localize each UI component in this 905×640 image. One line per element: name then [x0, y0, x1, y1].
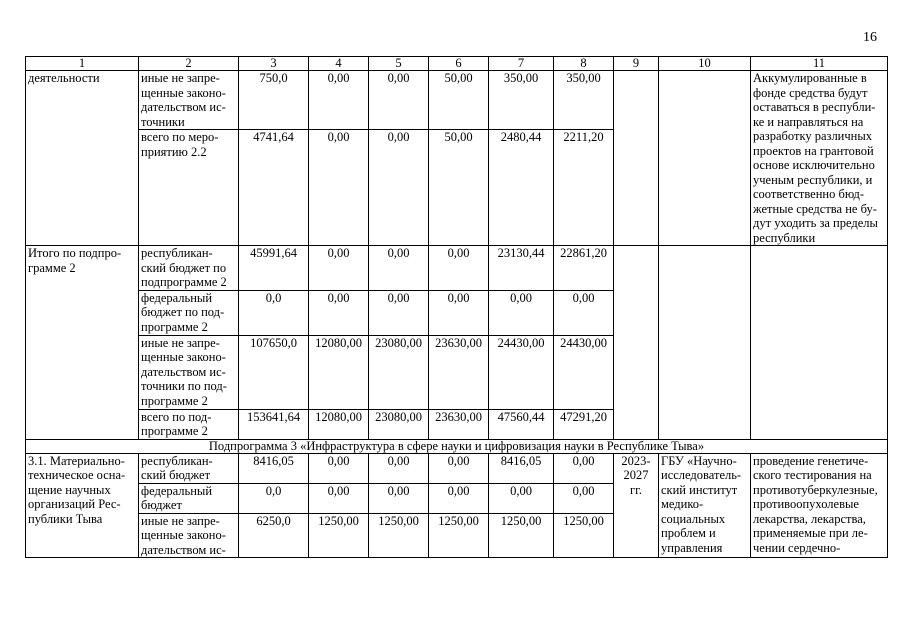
value-cell: 750,0 — [239, 71, 309, 130]
executor-cell — [659, 246, 751, 440]
value-cell: 6250,0 — [239, 513, 309, 558]
col-header: 3 — [239, 57, 309, 71]
value-cell: 24430,00 — [554, 335, 614, 409]
value-cell: 23080,00 — [369, 409, 429, 439]
value-cell: 2211,20 — [554, 130, 614, 246]
subprogram-title: Подпрограмма 3 «Инфраструктура в сфере науки и цифровизация науки в Республике Тыва» — [26, 439, 888, 453]
value-cell: 1250,00 — [369, 513, 429, 558]
page-number: 16 — [863, 30, 877, 45]
col-header: 9 — [614, 57, 659, 71]
value-cell: 350,00 — [554, 71, 614, 130]
value-cell: 107650,0 — [239, 335, 309, 409]
table-row — [26, 246, 888, 291]
col-header: 4 — [309, 57, 369, 71]
value-cell: 0,00 — [309, 453, 369, 483]
value-cell: 23630,00 — [429, 409, 489, 439]
value-cell: 2480,44 — [489, 130, 554, 246]
value-cell: 12080,00 — [309, 409, 369, 439]
value-cell: 23630,00 — [429, 335, 489, 409]
executor-cell: ГБУ «Научно-исследователь-ский институт медико-социальных проблем и управления — [659, 453, 751, 558]
funding-source: всего по под-программе 2 — [139, 409, 239, 439]
value-cell: 23080,00 — [369, 335, 429, 409]
value-cell: 45991,64 — [239, 246, 309, 291]
funding-source: иные не запре-щенные законо-дательством ис-точники — [139, 71, 239, 130]
value-cell: 1250,00 — [489, 513, 554, 558]
value-cell: 0,00 — [309, 483, 369, 513]
value-cell: 4741,64 — [239, 130, 309, 246]
period-cell — [614, 246, 659, 440]
value-cell: 153641,64 — [239, 409, 309, 439]
funding-source: республикан-ский бюджет по подпрограмме 2 — [139, 246, 239, 291]
value-cell: 0,00 — [489, 483, 554, 513]
col-header: 10 — [659, 57, 751, 71]
value-cell: 0,00 — [369, 71, 429, 130]
result-cell — [751, 246, 888, 440]
result-cell: проведение генетиче-ского тестирования на противотуберкулезные, противоопухолевые лекарства, лекарства, применяемые при ле-чении сердечно- — [751, 453, 888, 558]
col-header: 2 — [139, 57, 239, 71]
value-cell: 0,0 — [239, 483, 309, 513]
value-cell: 350,00 — [489, 71, 554, 130]
value-cell: 0,00 — [309, 290, 369, 335]
funding-source: республикан-ский бюджет — [139, 453, 239, 483]
funding-source: федеральный бюджет — [139, 483, 239, 513]
value-cell: 8416,05 — [489, 453, 554, 483]
item-label: 3.1. Материально-техническое осна-щение научных организаций Рес-публики Тыва — [26, 453, 139, 558]
value-cell: 0,00 — [554, 290, 614, 335]
funding-source: иные не запре-щенные законо-дательством ис- — [139, 513, 239, 558]
total-label: Итого по подпро-грамме 2 — [26, 246, 139, 440]
value-cell: 0,00 — [554, 483, 614, 513]
period-cell — [614, 71, 659, 246]
executor-cell — [659, 71, 751, 246]
value-cell: 0,00 — [369, 246, 429, 291]
table-row — [26, 453, 888, 483]
value-cell: 0,00 — [429, 453, 489, 483]
value-cell: 0,00 — [429, 246, 489, 291]
col-header: 1 — [26, 57, 139, 71]
col-header: 7 — [489, 57, 554, 71]
value-cell: 0,00 — [429, 290, 489, 335]
value-cell: 0,00 — [489, 290, 554, 335]
value-cell: 47291,20 — [554, 409, 614, 439]
value-cell: 1250,00 — [554, 513, 614, 558]
value-cell: 0,0 — [239, 290, 309, 335]
col-header: 6 — [429, 57, 489, 71]
table-row — [26, 71, 888, 130]
result-cell: Аккумулированные в фонде средства будут оставаться в республи-ке и направляться на разработку различных проектов на грантовой основе исключительно ученым республики, и соответственно бюд-жетные средства не бу-дут уходить за пределы республики — [751, 71, 888, 246]
row-label: деятельности — [26, 71, 139, 246]
funding-source: иные не запре-щенные законо-дательством ис-точники по под-программе 2 — [139, 335, 239, 409]
value-cell: 12080,00 — [309, 335, 369, 409]
value-cell: 0,00 — [369, 453, 429, 483]
col-header: 11 — [751, 57, 888, 71]
col-header: 5 — [369, 57, 429, 71]
value-cell: 1250,00 — [429, 513, 489, 558]
value-cell: 0,00 — [369, 483, 429, 513]
value-cell: 47560,44 — [489, 409, 554, 439]
period-cell: 2023-2027 гг. — [614, 453, 659, 558]
table-row — [26, 439, 888, 453]
value-cell: 22861,20 — [554, 246, 614, 291]
value-cell: 0,00 — [369, 290, 429, 335]
column-number-row — [26, 57, 888, 71]
value-cell: 0,00 — [309, 71, 369, 130]
value-cell: 50,00 — [429, 130, 489, 246]
value-cell: 50,00 — [429, 71, 489, 130]
budget-table — [25, 56, 888, 558]
value-cell: 0,00 — [309, 246, 369, 291]
value-cell: 24430,00 — [489, 335, 554, 409]
funding-source: федеральный бюджет по под-программе 2 — [139, 290, 239, 335]
value-cell: 0,00 — [309, 130, 369, 246]
value-cell: 23130,44 — [489, 246, 554, 291]
value-cell: 1250,00 — [309, 513, 369, 558]
value-cell: 0,00 — [429, 483, 489, 513]
value-cell: 0,00 — [369, 130, 429, 246]
col-header: 8 — [554, 57, 614, 71]
funding-source: всего по меро-приятию 2.2 — [139, 130, 239, 246]
value-cell: 0,00 — [554, 453, 614, 483]
value-cell: 8416,05 — [239, 453, 309, 483]
